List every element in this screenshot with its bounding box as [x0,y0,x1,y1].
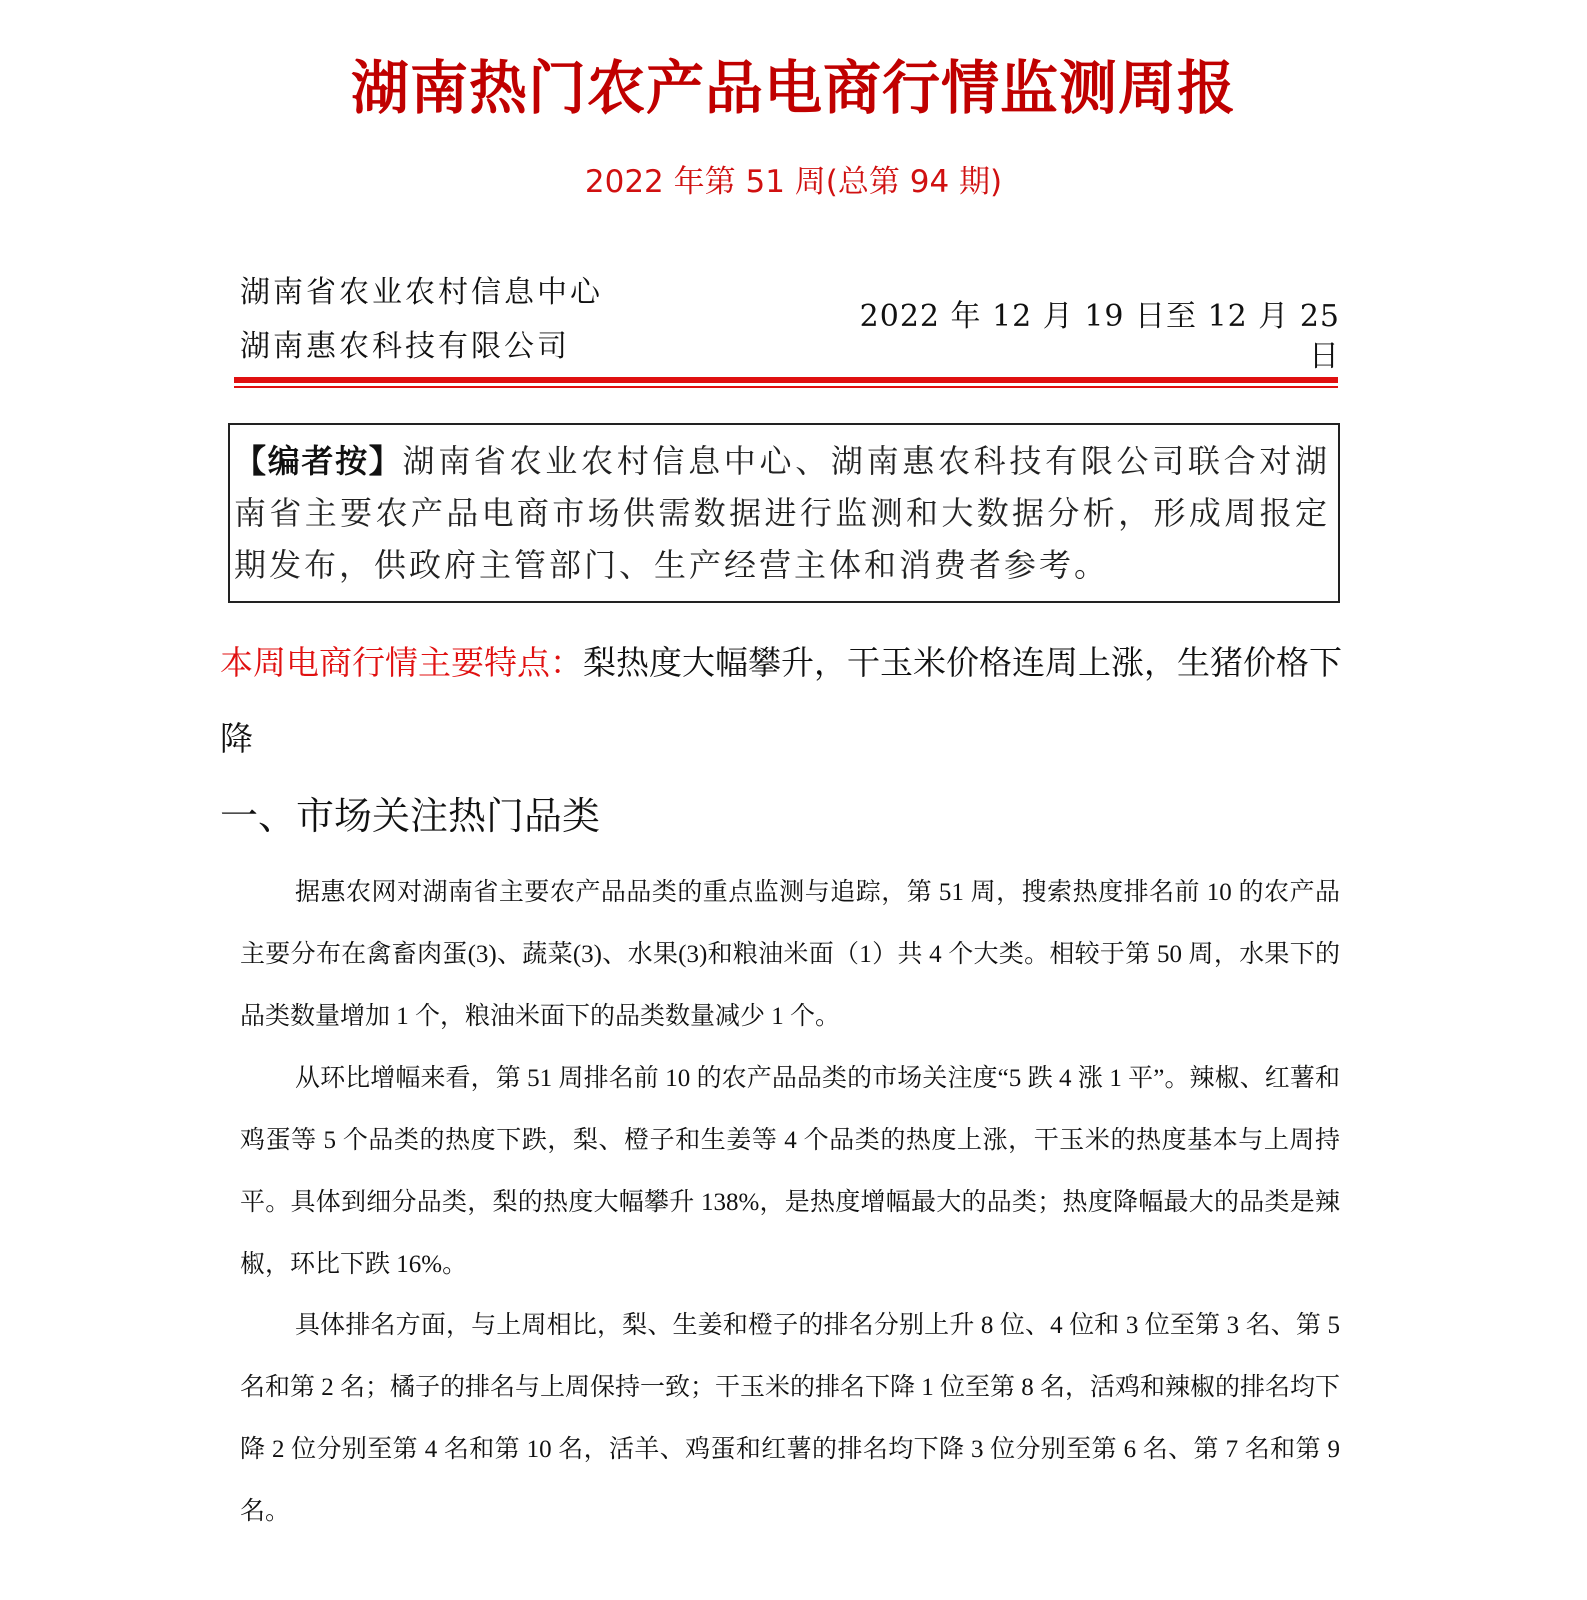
editor-note-box [228,423,1340,603]
weekly-feature-label: 本周电商行情主要特点： [220,643,583,682]
header-divider-thin [234,386,1338,388]
weekly-feature-text: 梨热度大幅攀升，干玉米价格连周上涨，生猪价格下降 [220,643,1342,758]
header-divider-thick [234,377,1338,383]
editor-note [234,435,1330,591]
publisher-org-2: 湖南惠农科技有限公司 [240,329,570,364]
section-heading: 一、市场关注热门品类 [220,794,601,838]
report-period: 2022 年 12 月 19 日至 12 月 25 日 [859,299,1340,374]
publisher-org-1: 湖南省农业农村信息中心 [240,275,603,310]
weekly-feature [220,625,1370,777]
editor-note-label: 【编者按】 [234,442,403,480]
issue-number: 2022 年第 51 周(总第 94 期) [584,164,1003,200]
report-title: 湖南热门农产品电商行情监测周报 [350,54,1236,122]
paragraph-3: 具体排名方面，与上周相比，梨、生姜和橙子的排名分别上升 8 位、4 位和 3 位至第 3 名、第 5 名和第 2 名；橘子的排名与上周保持一致；干玉米的排名下降 1 位至第 8 名，活鸡和辣椒的排名均下降 2 位分别至第 4 名和第 10 名，活羊、鸡蛋和红薯的排名均下降 3 位分别至第 6 名、第 7 名和第 9 名。 [240,1312,1341,1525]
editor-note-text: 湖南省农业农村信息中心、湖南惠农科技有限公司联合对湖南省主要农产品电商市场供需数据进行监测和大数据分析，形成周报定期发布，供政府主管部门、生产经营主体和消费者参考。 [234,442,1330,584]
paragraph-1: 据惠农网对湖南省主要农产品品类的重点监测与追踪，第 51 周，搜索热度排名前 10 的农产品主要分布在禽畜肉蛋(3)、蔬菜(3)、水果(3)和粮油米面（1）共 4 个大类。相较于第 50 周，水果下的品类数量增加 1 个，粮油米面下的品类数量减少 1 个。 [240,879,1340,1030]
paragraph-2: 从环比增幅来看，第 51 周排名前 10 的农产品品类的市场关注度“5 跌 4 涨 1 平”。辣椒、红薯和鸡蛋等 5 个品类的热度下跌，梨、橙子和生姜等 4 个品类的热度上涨，干玉米的热度基本与上周持平。具体到细分品类，梨的热度大幅攀升 138%，是热度增幅最大的品类；热度降幅最大的品类是辣椒，环比下跌 16%。 [240,1065,1340,1278]
